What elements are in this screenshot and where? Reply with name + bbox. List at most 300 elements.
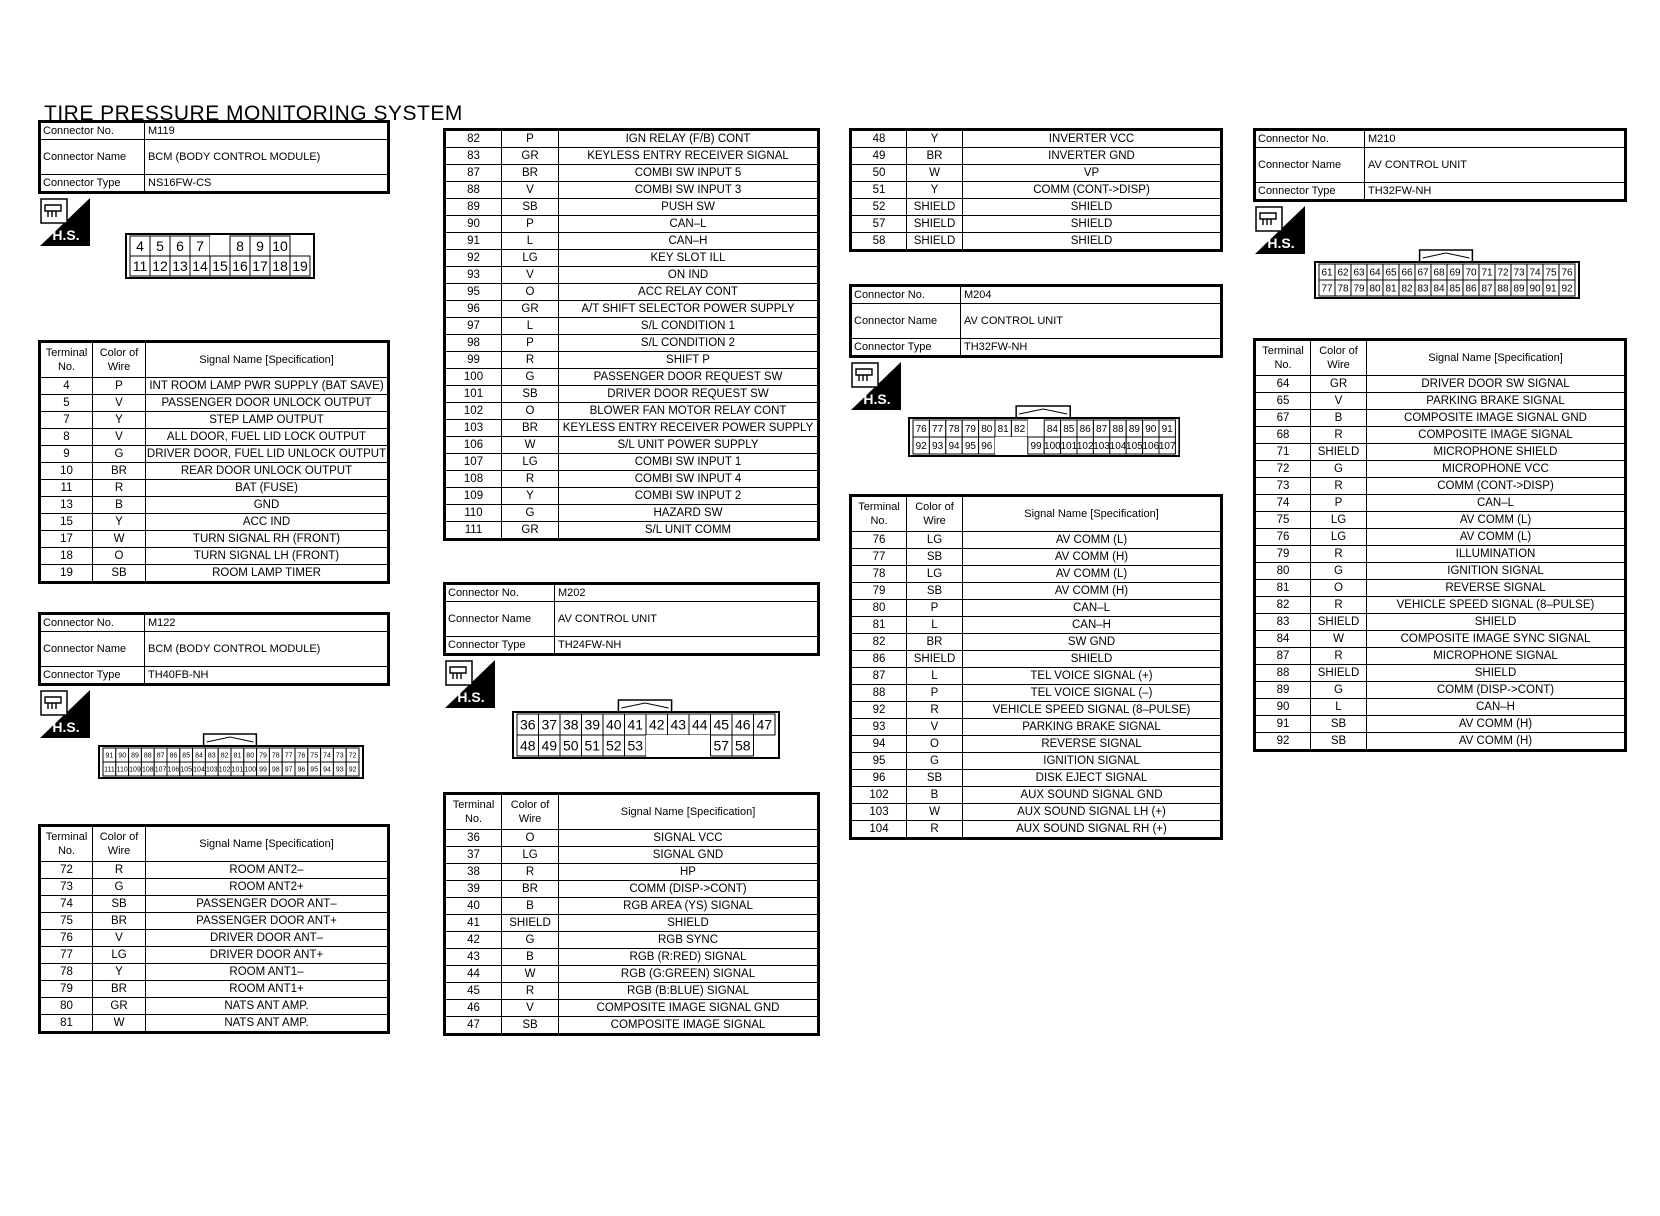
pin-number: 41 — [627, 716, 644, 733]
terminal-no: 103 — [445, 420, 502, 437]
terminal-no: 49 — [851, 148, 907, 165]
pin-number: 83 — [1417, 283, 1429, 295]
signal-name: COMPOSITE IMAGE SIGNAL — [1367, 427, 1626, 444]
wire-color: LG — [502, 847, 559, 864]
pin-number: 81 — [1385, 283, 1397, 295]
table-row — [445, 165, 819, 182]
pin-number: 36 — [519, 716, 536, 733]
table-row — [851, 787, 1222, 804]
table-row — [445, 199, 819, 216]
terminal-no: 81 — [851, 617, 907, 634]
pin-number: 43 — [670, 716, 687, 733]
signal-name: SW GND — [963, 634, 1222, 651]
signal-name: DRIVER DOOR ANT+ — [146, 947, 389, 964]
pin-number: 88 — [1112, 424, 1124, 436]
terminal-no: 72 — [40, 862, 93, 879]
pin-number: 52 — [605, 737, 622, 754]
wire-color: SHIELD — [907, 651, 963, 668]
pin-number: 37 — [541, 716, 558, 733]
table-row — [445, 454, 819, 471]
col-terminal-header: Terminal No. — [1255, 340, 1311, 376]
signal-name: SHIELD — [963, 199, 1222, 216]
col-signal-header: Signal Name [Specification] — [146, 342, 389, 378]
wire-color: BR — [93, 463, 146, 480]
table-row — [445, 881, 819, 898]
table-row — [1255, 563, 1626, 580]
terminal-no: 48 — [851, 130, 907, 148]
pin-number: 91 — [105, 752, 114, 760]
connector-diagram-m202 — [512, 698, 780, 765]
table-row — [851, 804, 1222, 821]
pin-number: 88 — [1497, 283, 1509, 295]
pin-number: 76 — [1561, 267, 1573, 279]
terminal-no: 64 — [1255, 376, 1311, 393]
wire-color: V — [93, 395, 146, 412]
signal-name: SIGNAL GND — [559, 847, 819, 864]
terminal-no: 9 — [40, 446, 93, 463]
pin-number: 84 — [1046, 424, 1058, 436]
wire-color: V — [1311, 393, 1367, 410]
pin-number: 104 — [1109, 441, 1127, 453]
pin-number: 93 — [335, 766, 344, 774]
connector-name: AV CONTROL UNIT — [961, 304, 1222, 339]
pin-number: 96 — [297, 766, 306, 774]
label-connector-name: Connector Name — [40, 140, 145, 175]
table-row — [851, 233, 1222, 251]
signal-name: TURN SIGNAL RH (FRONT) — [146, 531, 389, 548]
wire-color: LG — [1311, 512, 1367, 529]
table-row — [851, 566, 1222, 583]
wire-color: LG — [93, 947, 146, 964]
signal-name: MICROPHONE SIGNAL — [1367, 648, 1626, 665]
pin-number: 104 — [193, 766, 205, 774]
wire-color: V — [907, 719, 963, 736]
pin-cavity — [689, 735, 711, 756]
terminal-no: 109 — [445, 488, 502, 505]
signal-name: TEL VOICE SIGNAL (–) — [963, 685, 1222, 702]
terminal-no: 18 — [40, 548, 93, 565]
table-row — [1255, 393, 1626, 410]
signal-name: COMM (CONT->DISP) — [963, 182, 1222, 199]
table-row — [40, 964, 389, 981]
pin-number: 91 — [1161, 424, 1173, 436]
wire-color: BR — [502, 420, 559, 437]
pin-number: 64 — [1369, 267, 1381, 279]
terminal-no: 81 — [1255, 580, 1311, 597]
signal-name: BAT (FUSE) — [146, 480, 389, 497]
pin-number: 96 — [981, 441, 993, 453]
terminal-no: 93 — [445, 267, 502, 284]
terminal-no: 79 — [851, 583, 907, 600]
wire-color: GR — [93, 998, 146, 1015]
signal-name: COMPOSITE IMAGE SIGNAL — [559, 1017, 819, 1035]
table-row — [851, 736, 1222, 753]
pin-number: 90 — [1529, 283, 1541, 295]
pin-number: 101 — [1060, 441, 1078, 453]
table-row — [851, 685, 1222, 702]
wire-color: O — [93, 548, 146, 565]
wire-color: B — [93, 497, 146, 514]
table-row — [851, 199, 1222, 216]
terminal-no: 13 — [40, 497, 93, 514]
table-row — [445, 830, 819, 847]
terminal-no: 92 — [851, 702, 907, 719]
signal-name: ROOM ANT1– — [146, 964, 389, 981]
pin-number: 77 — [284, 752, 293, 760]
pin-number: 74 — [323, 752, 331, 760]
signal-name: KEYLESS ENTRY RECEIVER SIGNAL — [559, 148, 819, 165]
pin-number: 92 — [915, 441, 927, 453]
terminal-no: 92 — [445, 250, 502, 267]
table-row — [445, 1017, 819, 1035]
wire-color: W — [93, 1015, 146, 1033]
terminal-no: 92 — [1255, 733, 1311, 751]
connector-no: M210 — [1365, 130, 1626, 148]
pin-number: 86 — [1465, 283, 1477, 295]
table-row — [851, 532, 1222, 549]
pin-number: 105 — [1126, 441, 1143, 453]
signal-name: PARKING BRAKE SIGNAL — [1367, 393, 1626, 410]
terminal-no: 80 — [40, 998, 93, 1015]
pin-number: 46 — [734, 716, 751, 733]
pin-number: 82 — [1401, 283, 1413, 295]
wire-color: O — [907, 736, 963, 753]
wire-color: V — [502, 182, 559, 199]
terminal-no: 82 — [445, 130, 502, 148]
signal-name: AV COMM (L) — [1367, 529, 1626, 546]
table-row — [445, 949, 819, 966]
pin-cavity — [1011, 437, 1027, 454]
terminal-no: 50 — [851, 165, 907, 182]
connector-type: TH24FW-NH — [555, 637, 819, 655]
signal-name: SIGNAL VCC — [559, 830, 819, 847]
wire-color: SB — [502, 386, 559, 403]
pin-number: 84 — [195, 752, 203, 760]
pin-number: 10 — [272, 238, 288, 255]
wire-color: R — [502, 471, 559, 488]
table-row — [445, 420, 819, 437]
terminal-no: 84 — [1255, 631, 1311, 648]
table-row — [445, 898, 819, 915]
col-signal-header: Signal Name [Specification] — [963, 496, 1222, 532]
table-row — [851, 719, 1222, 736]
terminal-no: 74 — [40, 896, 93, 913]
table-row — [1255, 410, 1626, 427]
pin-number: 67 — [1417, 267, 1429, 279]
table-row — [1255, 580, 1626, 597]
terminal-no: 106 — [445, 437, 502, 454]
table-row — [851, 702, 1222, 719]
pin-number: 105 — [180, 766, 193, 774]
col-color-header: Color of Wire — [907, 496, 963, 532]
wire-color: R — [93, 480, 146, 497]
pin-cavity — [210, 236, 230, 256]
signal-name: CAN–H — [559, 233, 819, 250]
table-row — [851, 130, 1222, 148]
wire-color: SB — [93, 565, 146, 583]
connector-no: M122 — [145, 614, 389, 632]
table-row — [445, 932, 819, 949]
wire-color: V — [93, 930, 146, 947]
signal-name: SHIELD — [559, 915, 819, 932]
pin-number: 79 — [964, 424, 976, 436]
table-row — [445, 369, 819, 386]
terminal-no: 102 — [445, 403, 502, 420]
table-row — [851, 651, 1222, 668]
table-row — [40, 879, 389, 896]
pin-number: 97 — [284, 766, 293, 774]
table-row — [851, 821, 1222, 839]
signal-name: ROOM ANT2– — [146, 862, 389, 879]
wire-color: LG — [1311, 529, 1367, 546]
wire-color: Y — [93, 412, 146, 429]
signal-name: IGNITION SIGNAL — [963, 753, 1222, 770]
signal-name: PASSENGER DOOR UNLOCK OUTPUT — [146, 395, 389, 412]
table-row — [445, 301, 819, 318]
signal-name: ACC RELAY CONT — [559, 284, 819, 301]
table-row — [1255, 461, 1626, 478]
table-row — [445, 386, 819, 403]
pin-number: 93 — [932, 441, 944, 453]
pin-number: 103 — [205, 766, 218, 774]
terminal-no: 78 — [851, 566, 907, 583]
table-row — [1255, 427, 1626, 444]
signal-table-m119 — [38, 340, 390, 584]
table-row — [851, 148, 1222, 165]
pin-number: 58 — [734, 737, 751, 754]
signal-name: SHIELD — [963, 651, 1222, 668]
wire-color: R — [1311, 648, 1367, 665]
col-signal-header: Signal Name [Specification] — [559, 794, 819, 830]
table-row — [1255, 682, 1626, 699]
pin-number: 74 — [1529, 267, 1541, 279]
label-connector-no: Connector No. — [1255, 130, 1365, 148]
wire-color: LG — [502, 454, 559, 471]
table-row — [40, 463, 389, 480]
terminal-no: 43 — [445, 949, 502, 966]
terminal-no: 19 — [40, 565, 93, 583]
signal-name: ALL DOOR, FUEL LID LOCK OUTPUT — [146, 429, 389, 446]
pin-number: 87 — [1481, 283, 1493, 295]
pin-number: 50 — [562, 737, 579, 754]
col-terminal-header: Terminal No. — [40, 826, 93, 862]
terminal-no: 75 — [40, 913, 93, 930]
terminal-no: 110 — [445, 505, 502, 522]
terminal-no: 97 — [445, 318, 502, 335]
table-row — [40, 446, 389, 463]
signal-name: COMM (DISP->CONT) — [559, 881, 819, 898]
signal-name: TURN SIGNAL LH (FRONT) — [146, 548, 389, 565]
wire-color: P — [502, 216, 559, 233]
col-terminal-header: Terminal No. — [851, 496, 907, 532]
pin-number: 111 — [104, 766, 115, 774]
table-row — [40, 913, 389, 930]
wire-color: BR — [502, 165, 559, 182]
wire-color: V — [502, 1000, 559, 1017]
pin-number: 82 — [1014, 424, 1026, 436]
hs-connector-icon — [851, 362, 901, 410]
terminal-no: 87 — [445, 165, 502, 182]
terminal-no: 83 — [445, 148, 502, 165]
terminal-no: 45 — [445, 983, 502, 1000]
pin-number: 99 — [1030, 441, 1042, 453]
terminal-no: 100 — [445, 369, 502, 386]
label-connector-type: Connector Type — [40, 175, 145, 193]
wire-color: SB — [907, 583, 963, 600]
table-row — [445, 983, 819, 1000]
table-row — [1255, 597, 1626, 614]
col-color-header: Color of Wire — [93, 342, 146, 378]
terminal-no: 98 — [445, 335, 502, 352]
signal-name: VP — [963, 165, 1222, 182]
terminal-no: 76 — [40, 930, 93, 947]
connector-name: AV CONTROL UNIT — [1365, 148, 1626, 183]
pin-number: 80 — [981, 424, 993, 436]
signal-name: MICROPHONE VCC — [1367, 461, 1626, 478]
table-row — [445, 352, 819, 369]
wire-color: R — [907, 702, 963, 719]
signal-name: KEYLESS ENTRY RECEIVER POWER SUPPLY — [559, 420, 819, 437]
signal-name: RGB (B:BLUE) SIGNAL — [559, 983, 819, 1000]
wire-color: GR — [502, 148, 559, 165]
signal-name: INVERTER VCC — [963, 130, 1222, 148]
table-row — [1255, 648, 1626, 665]
terminal-no: 15 — [40, 514, 93, 531]
signal-name: SHIELD — [963, 233, 1222, 251]
signal-name: VEHICLE SPEED SIGNAL (8–PULSE) — [963, 702, 1222, 719]
table-row — [445, 216, 819, 233]
wire-color: G — [502, 505, 559, 522]
terminal-no: 82 — [851, 634, 907, 651]
pin-number: 39 — [584, 716, 601, 733]
pin-number: 85 — [1063, 424, 1075, 436]
wire-color: O — [502, 284, 559, 301]
signal-name: AUX SOUND SIGNAL RH (+) — [963, 821, 1222, 839]
wire-color: R — [907, 821, 963, 839]
wire-color: R — [1311, 546, 1367, 563]
pin-number: 85 — [1449, 283, 1461, 295]
wire-color: Y — [502, 488, 559, 505]
col-color-header: Color of Wire — [93, 826, 146, 862]
signal-name: COMM (DISP->CONT) — [1367, 682, 1626, 699]
signal-name: DRIVER DOOR REQUEST SW — [559, 386, 819, 403]
connector-diagram-m122 — [98, 732, 364, 785]
table-row — [1255, 631, 1626, 648]
table-row — [40, 896, 389, 913]
wire-color: SHIELD — [1311, 614, 1367, 631]
pin-number: 80 — [246, 752, 255, 760]
pin-number: 92 — [348, 766, 357, 774]
terminal-no: 77 — [40, 947, 93, 964]
connector-type: NS16FW-CS — [145, 175, 389, 193]
wire-color: SHIELD — [907, 233, 963, 251]
pin-number: 103 — [1093, 441, 1110, 453]
signal-name: ACC IND — [146, 514, 389, 531]
wire-color: BR — [907, 634, 963, 651]
table-row — [40, 1015, 389, 1033]
wire-color: GR — [1311, 376, 1367, 393]
terminal-no: 38 — [445, 864, 502, 881]
signal-name: COMPOSITE IMAGE SYNC SIGNAL — [1367, 631, 1626, 648]
pin-number: 13 — [172, 258, 188, 275]
terminal-no: 88 — [445, 182, 502, 199]
pin-number: 7 — [196, 238, 204, 255]
signal-name: AV COMM (L) — [963, 532, 1222, 549]
wire-color: G — [1311, 682, 1367, 699]
wire-color: W — [907, 804, 963, 821]
table-row — [40, 981, 389, 998]
table-row — [445, 335, 819, 352]
terminal-no: 104 — [851, 821, 907, 839]
hs-label: H.S. — [1267, 235, 1295, 251]
terminal-no: 58 — [851, 233, 907, 251]
wire-color: V — [93, 429, 146, 446]
pin-number: 87 — [156, 752, 165, 760]
signal-name: COMBI SW INPUT 5 — [559, 165, 819, 182]
table-row — [1255, 733, 1626, 751]
signal-name: COMPOSITE IMAGE SIGNAL GND — [1367, 410, 1626, 427]
signal-name: ROOM ANT1+ — [146, 981, 389, 998]
pin-number: 73 — [335, 752, 344, 760]
pin-number: 98 — [271, 766, 280, 774]
signal-name: INT ROOM LAMP PWR SUPPLY (BAT SAVE) — [146, 378, 389, 395]
table-row — [851, 216, 1222, 233]
pin-cavity — [668, 735, 690, 756]
pin-number: 53 — [627, 737, 644, 754]
pin-number: 42 — [648, 716, 665, 733]
wire-color: LG — [907, 566, 963, 583]
pin-number: 6 — [176, 238, 184, 255]
table-row — [445, 403, 819, 420]
wire-color: Y — [93, 964, 146, 981]
pin-number: 107 — [1158, 441, 1176, 453]
pin-number: 16 — [232, 258, 248, 275]
wire-color: G — [1311, 563, 1367, 580]
wire-color: L — [502, 233, 559, 250]
terminal-no: 90 — [1255, 699, 1311, 716]
signal-name: A/T SHIFT SELECTOR POWER SUPPLY — [559, 301, 819, 318]
pin-number: 44 — [691, 716, 708, 733]
connector-diagram-m210 — [1314, 248, 1580, 305]
pin-number: 19 — [292, 258, 308, 275]
connector-info-m204 — [849, 284, 1223, 358]
pin-number: 88 — [143, 752, 152, 760]
wire-color: BR — [502, 881, 559, 898]
signal-name: CAN–H — [963, 617, 1222, 634]
signal-name: CAN–L — [963, 600, 1222, 617]
table-row — [851, 753, 1222, 770]
signal-name: AUX SOUND SIGNAL GND — [963, 787, 1222, 804]
pin-number: 68 — [1433, 267, 1445, 279]
terminal-no: 91 — [1255, 716, 1311, 733]
wire-color: BR — [93, 981, 146, 998]
connector-no: M204 — [961, 286, 1222, 304]
signal-table-m122-continued — [443, 128, 820, 541]
terminal-no: 96 — [445, 301, 502, 318]
wire-color: R — [1311, 427, 1367, 444]
connector-type: TH32FW-NH — [1365, 183, 1626, 201]
terminal-no: 95 — [445, 284, 502, 301]
table-row — [1255, 512, 1626, 529]
table-row — [40, 412, 389, 429]
signal-table-m202-continued — [849, 128, 1223, 252]
signal-name: PUSH SW — [559, 199, 819, 216]
pin-number: 110 — [116, 766, 128, 774]
table-row — [40, 565, 389, 583]
terminal-no: 91 — [445, 233, 502, 250]
pin-number: 65 — [1385, 267, 1397, 279]
wire-color: Y — [93, 514, 146, 531]
